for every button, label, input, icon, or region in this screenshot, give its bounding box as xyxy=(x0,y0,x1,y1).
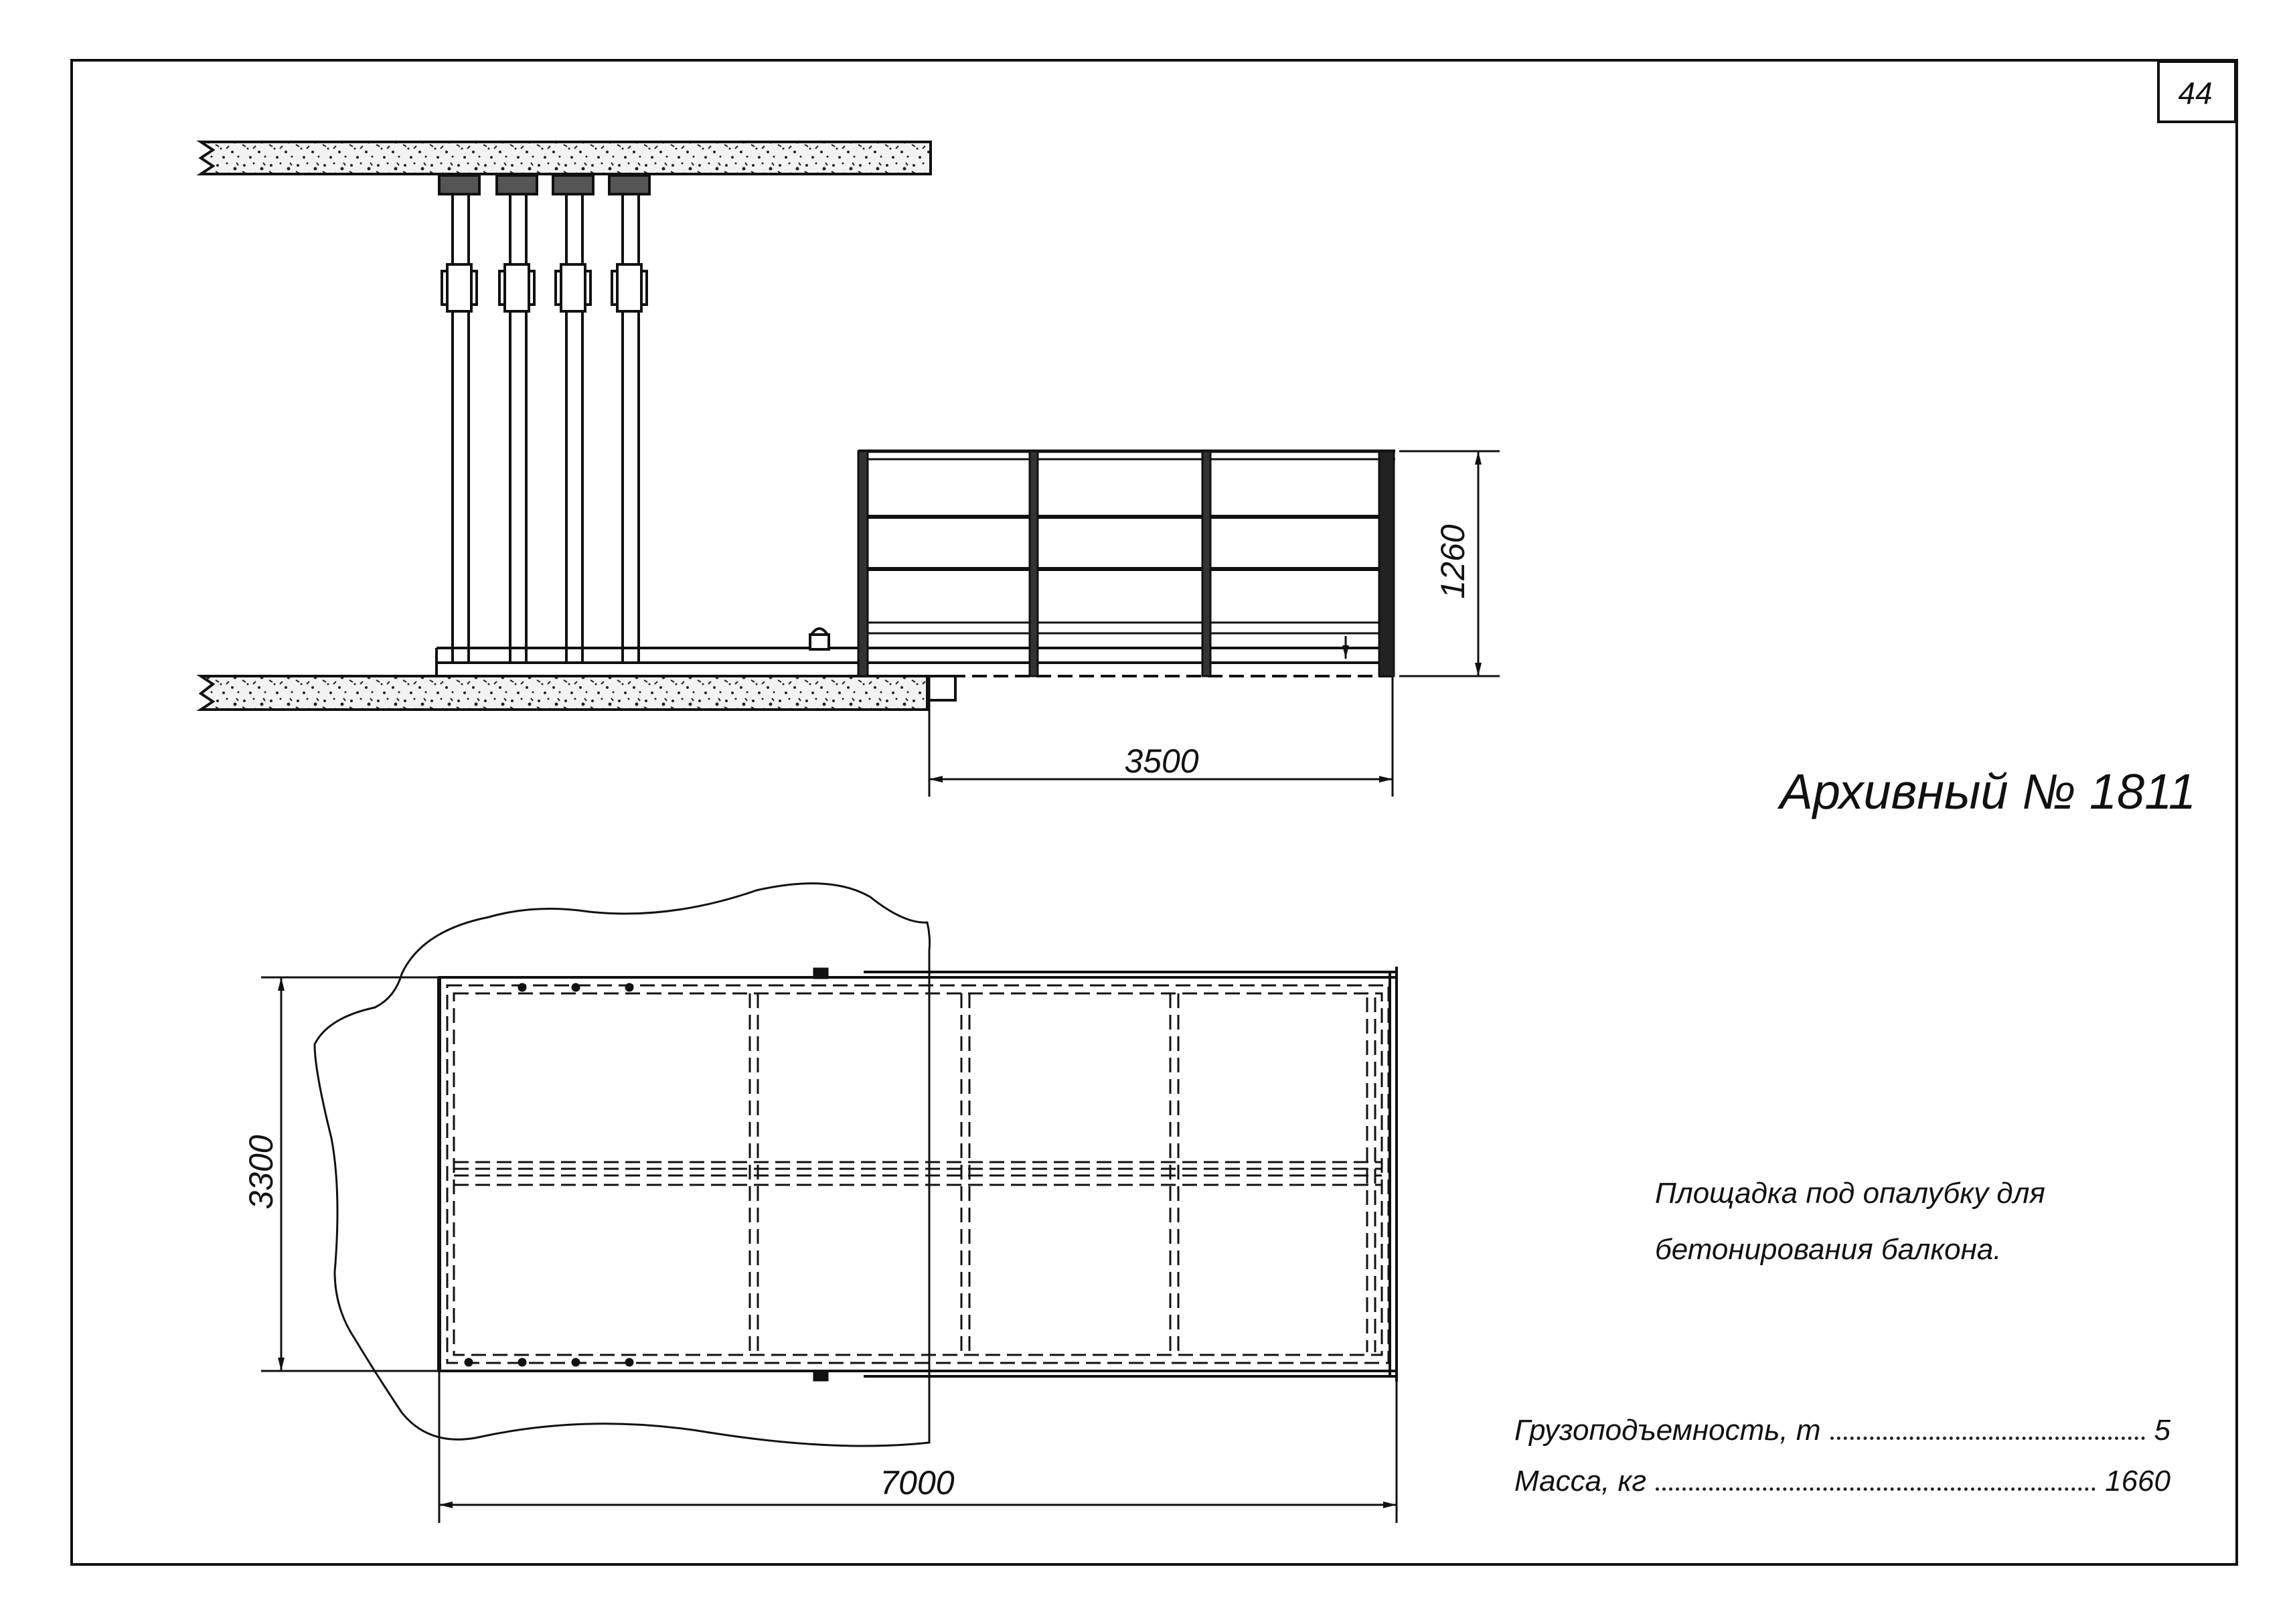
platform-frame xyxy=(439,967,1397,1382)
prop-3 xyxy=(553,175,593,663)
prop-2 xyxy=(497,175,537,663)
plan-dimensions xyxy=(261,977,1397,1523)
description-line-2: бетонирования балкона. xyxy=(1655,1233,2002,1266)
leader-dots xyxy=(1830,1437,2145,1440)
dim-plan-length: 7000 xyxy=(880,1464,955,1501)
props xyxy=(439,175,649,663)
upper-slab xyxy=(201,142,931,174)
cross-members xyxy=(454,993,1382,1355)
prop-4 xyxy=(609,175,649,663)
railing xyxy=(858,451,1395,676)
spec-row-mass xyxy=(1514,1465,2170,1498)
description-line-1: Площадка под опалубку для xyxy=(1655,1177,2045,1210)
spec-label-capacity: Грузоподъемность, т xyxy=(1514,1414,1821,1447)
dim-elevation-length: 3500 xyxy=(1124,742,1199,780)
leader-dots xyxy=(1656,1487,2096,1491)
spec-row-capacity xyxy=(1514,1414,2170,1447)
archive-number: Архивный № 1811 xyxy=(1780,764,2196,819)
prop-1 xyxy=(439,175,479,663)
elevation-view xyxy=(201,142,1395,710)
platform-beam xyxy=(437,629,1393,676)
dim-elevation-height: 1260 xyxy=(1434,524,1472,599)
break-line xyxy=(315,884,930,1446)
spec-value-capacity: 5 xyxy=(2154,1414,2170,1447)
slab-edge-block xyxy=(927,676,955,700)
dim-plan-width: 3300 xyxy=(242,1135,280,1210)
spec-label-mass: Масса, кг xyxy=(1514,1465,1647,1497)
plan-view xyxy=(315,884,1397,1446)
lower-slab xyxy=(201,676,927,710)
spec-value-mass: 1660 xyxy=(2105,1465,2170,1497)
page-number: 44 xyxy=(2178,76,2213,110)
